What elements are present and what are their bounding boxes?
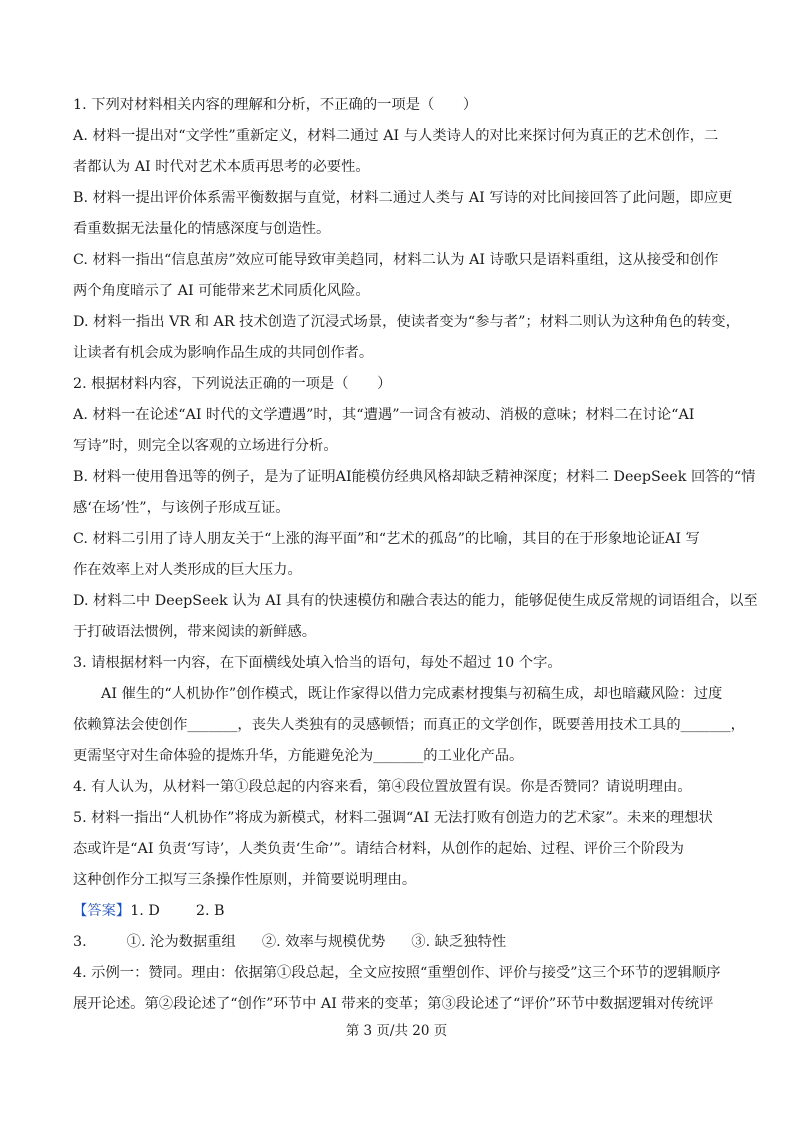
q3-paragraph-line3: 更需坚守对生命体验的提炼升华，方能避免沦为_______的工业化产品。 [73, 748, 524, 764]
q5-stem-line1: 5. 材料一指出“人机协作”将成为新模式，材料二强调“AI 无法打败有创造力的艺术家”。未来的理想状 [73, 810, 713, 826]
q2-option-b-line1: B. 材料一使用鲁迅等的例子，是为了证明AI能模仿经典风格却缺乏精神深度；材料二 DeepSeek 回答的“情 [73, 469, 756, 485]
q5-stem-line3: 这种创作分工拟写三条操作性原则，并简要说明理由。 [73, 872, 417, 888]
q2-option-d-line2: 于打破语法惯例，带来阅读的新鲜感。 [73, 624, 317, 640]
q1-option-a-line1: A. 材料一提出对“文学性”重新定义，材料二通过 AI 与人类诗人的对比来探讨何为真正的艺术创作，二 [73, 128, 719, 144]
page-footer: 第 3 页/共 20 页 [345, 1023, 448, 1039]
document-body [73, 90, 758, 1020]
q3-stem: 3. 请根据材料一内容，在下面横线处填入恰当的语句，每处不超过 10 个字。 [73, 655, 562, 671]
answer-tag: 【答案】 [73, 903, 131, 919]
q1-option-d-line1: D. 材料一指出 VR 和 AR 技术创造了沉浸式场景，使读者变为“参与者”；材料二则认为这种角色的转变， [73, 314, 740, 330]
q2-option-b-line2: 感‘在场’性”，与该例子形成互证。 [73, 500, 290, 516]
q1-option-b-line2: 看重数据无法量化的情感深度与创造性。 [73, 221, 331, 237]
answer-3-item-3: ③. 缺乏独特性 [411, 934, 507, 950]
q2-option-c-line2: 作在效率上对人类形成的巨大压力。 [73, 562, 302, 578]
q3-paragraph-line1: AI 催生的“人机协作”创作模式，既让作家得以借力完成素材搜集与初稿生成，却也暗藏风险：过度 [101, 686, 723, 702]
q1-option-b-line1: B. 材料一提出评价体系需平衡数据与直觉，材料二通过人类与 AI 写诗的对比间接回答了此问题，即应更 [73, 190, 733, 206]
q1-option-c-line1: C. 材料一指出“信息茧房”效应可能导致审美趋同，材料二认为 AI 诗歌只是语料重组，这从接受和创作 [73, 252, 719, 268]
q1-option-d-line2: 让读者有机会成为影响作品生成的共同创作者。 [73, 345, 374, 361]
answer-row-1-2 [73, 896, 723, 927]
answer-3-item-1: ①. 沦为数据重组 [126, 934, 236, 950]
q5-stem-line2: 态或许是“AI 负责‘写诗’，人类负责‘生命’”。请结合材料，从创作的起始、过程、评价三个阶段为 [73, 841, 684, 857]
q3-paragraph-line2: 依赖算法会使创作_______，丧失人类独有的灵感顿悟；而真正的文学创作，既要善用技术工具的_______， [73, 717, 745, 733]
q2-stem: 2. 根据材料内容，下列说法正确的一项是（ ） [73, 376, 392, 392]
answer-1: 1. D [130, 903, 160, 919]
q2-option-a-line2: 写诗”时，则完全以客观的立场进行分析。 [73, 438, 338, 454]
answer-2: 2. B [195, 903, 225, 919]
answer-3-number: 3. [73, 934, 87, 950]
q1-option-c-line2: 两个角度暗示了 AI 可能带来艺术同质化风险。 [73, 283, 370, 299]
q2-option-a-line1: A. 材料一在论述“AI 时代的文学遭遇”时，其“遭遇”一词含有被动、消极的意味；材料二在讨论“AI [73, 407, 695, 423]
answer-row-3 [73, 927, 723, 958]
q1-option-a-line2: 者都认为 AI 时代对艺术本质再思考的必要性。 [73, 159, 370, 175]
answer-4-line1: 4. 示例一：赞同。理由：依据第①段总起，全文应按照“重塑创作、评价与接受”这三个环节的逻辑顺序 [73, 965, 721, 981]
q1-stem: 1. 下列对材料相关内容的理解和分析，不正确的一项是（ ） [73, 97, 478, 113]
q4-stem: 4. 有人认为，从材料一第①段总起的内容来看，第④段位置放置有误。你是否赞同？请说明理由。 [73, 779, 692, 795]
q2-option-c-line1: C. 材料二引用了诗人朋友关于“上涨的海平面”和“艺术的孤岛”的比喻，其目的在于形象地论证AI 写 [73, 531, 700, 547]
q2-option-d-line1: D. 材料二中 DeepSeek 认为 AI 具有的快速模仿和融合表达的能力，能够促使生成反常规的词语组合，以至 [73, 593, 758, 609]
answer-3-item-2: ②. 效率与规模优势 [261, 934, 386, 950]
answer-4-line2: 展开论述。第②段论述了“创作”环节中 AI 带来的变革；第③段论述了“评价”环节中数据逻辑对传统评 [73, 996, 714, 1012]
